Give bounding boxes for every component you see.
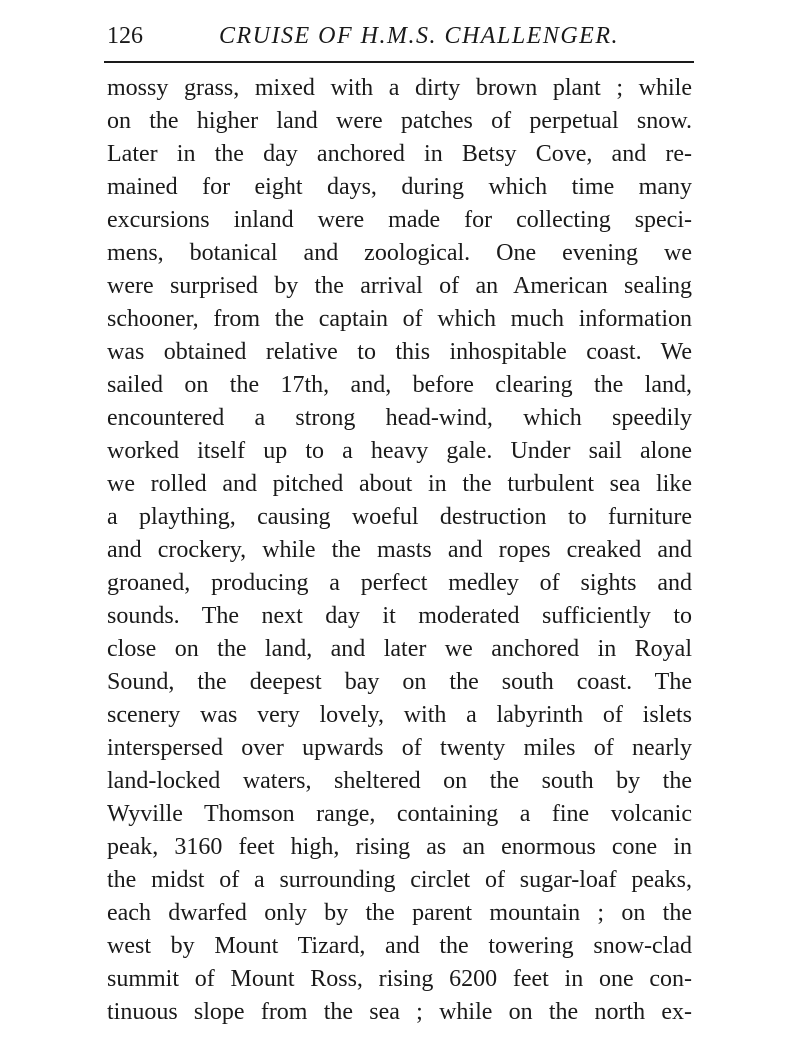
text-line: sailed on the 17th, and, before clearing the land, — [107, 372, 692, 398]
text-line: sounds. The next day it moderated sufficiently to — [107, 603, 692, 629]
text-line: summit of Mount Ross, rising 6200 feet in one con- — [107, 966, 692, 992]
page-number: 126 — [107, 23, 143, 49]
text-line: mens, botanical and zoological. One evening we — [107, 240, 692, 266]
text-line: was obtained relative to this inhospitable coast. We — [107, 339, 692, 365]
text-line: groaned, producing a perfect medley of sights and — [107, 570, 692, 596]
text-line: and crockery, while the masts and ropes creaked and — [107, 537, 692, 563]
text-line: Later in the day anchored in Betsy Cove, and re- — [107, 141, 692, 167]
text-line: west by Mount Tizard, and the towering snow-clad — [107, 933, 692, 959]
text-line: peak, 3160 feet high, rising as an enormous cone in — [107, 834, 692, 860]
running-title: CRUISE OF H.M.S. CHALLENGER. — [219, 23, 619, 49]
text-line: mossy grass, mixed with a dirty brown plant ; while — [107, 75, 692, 101]
text-line: tinuous slope from the sea ; while on the north ex- — [107, 999, 692, 1025]
header-rule — [104, 61, 694, 63]
text-line: we rolled and pitched about in the turbulent sea like — [107, 471, 692, 497]
text-line: land-locked waters, sheltered on the south by the — [107, 768, 692, 794]
text-line: mained for eight days, during which time many — [107, 174, 692, 200]
text-line: worked itself up to a heavy gale. Under sail alone — [107, 438, 692, 464]
running-head — [107, 20, 692, 52]
body-text — [107, 72, 692, 1029]
text-line: schooner, from the captain of which much information — [107, 306, 692, 332]
text-line: Sound, the deepest bay on the south coast. The — [107, 669, 692, 695]
text-line: encountered a strong head-wind, which speedily — [107, 405, 692, 431]
text-line: scenery was very lovely, with a labyrinth of islets — [107, 702, 692, 728]
text-line: interspersed over upwards of twenty miles of nearly — [107, 735, 692, 761]
text-line: on the higher land were patches of perpetual snow. — [107, 108, 692, 134]
text-line: the midst of a surrounding circlet of sugar-loaf peaks, — [107, 867, 692, 893]
text-line: excursions inland were made for collecting speci- — [107, 207, 692, 233]
text-line: close on the land, and later we anchored in Royal — [107, 636, 692, 662]
text-line: a plaything, causing woeful destruction to furniture — [107, 504, 692, 530]
text-line: were surprised by the arrival of an American sealing — [107, 273, 692, 299]
text-line: Wyville Thomson range, containing a fine volcanic — [107, 801, 692, 827]
text-line: each dwarfed only by the parent mountain ; on the — [107, 900, 692, 926]
